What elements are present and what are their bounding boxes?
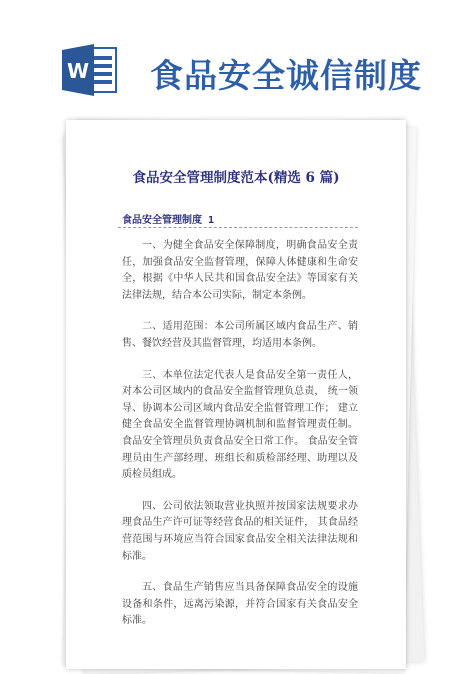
document-page: [66, 120, 406, 669]
svg-text:W: W: [66, 59, 90, 83]
word-icon: [62, 44, 118, 96]
paragraph: 一、为健全食品安全保障制度，明确食品安全责任，加强食品安全监督管理，保障人体健康和生命安全，根据《中华人民共和国食品安全法》等国家有关法律法规，结合本公司实际，制定本条例。: [122, 240, 358, 301]
document-body: [122, 238, 358, 645]
paragraph: 三、本单位法定代表人是食品安全第一责任人， 对本公司区域内的食品安全监督管理负总责， 统一领导、协调本公司区域内食品安全监督管理工作； 建立健全食品安全监督管理协调机制和监督管理责任制。 食品安全管理员负责食品安全日常工作。 食品安全管理员由生产部经理、班组长和质检部经理、助理以及质检员组成。: [122, 369, 358, 481]
document-title: 食品安全管理制度范本(精选 6 篇): [132, 170, 340, 186]
paragraph: 四、公司依法领取营业执照并按国家法规要求办理食品生产许可证等经营食品的相关证件， 其食品经营范围与环境应当符合国家食品安全相关法律法规和标准。: [122, 500, 358, 562]
section-divider: [118, 227, 358, 228]
banner-title: 食品安全诚信制度: [150, 56, 422, 95]
banner: [0, 0, 474, 118]
paragraph: 五、食品生产销售应当具备保障食品安全的设施设备和条件，远离污染源，并符合国家有关食品安全标准。: [122, 582, 358, 627]
paragraph: 二、适用范围：本公司所属区域内食品生产、销售、餐饮经营及其监督管理，均适用本条例。: [122, 321, 358, 349]
section-label: 食品安全管理制度 1: [122, 215, 215, 226]
